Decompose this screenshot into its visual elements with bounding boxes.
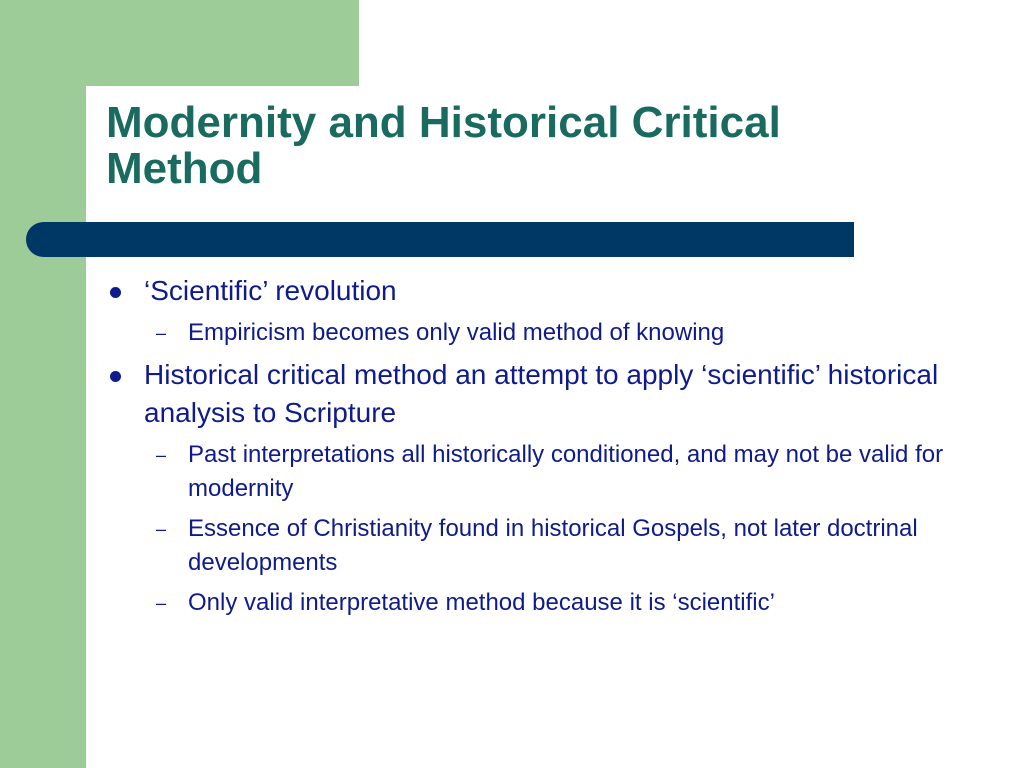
sub-bullet-item (106, 316, 966, 350)
dash-icon: – (156, 593, 167, 613)
sub-bullet-item (106, 586, 966, 620)
sub-bullet-item (106, 512, 966, 580)
bullet-text: Historical critical method an attempt to apply ‘scientific’ historical analysis to Scripture (144, 359, 939, 428)
sub-bullet-text: Past interpretations all historically conditioned, and may not be valid for modernity (188, 441, 944, 502)
bullet-list (106, 272, 966, 626)
title-divider-bar (26, 222, 854, 257)
slide-title (106, 100, 866, 192)
sub-bullet-text: Essence of Christianity found in historical Gospels, not later doctrinal developments (188, 515, 918, 576)
bullet-item-2 (106, 356, 966, 432)
bullet-text: ‘Scientific’ revolution (144, 275, 397, 306)
sub-bullet-text: Only valid interpretative method because it is ‘scientific’ (188, 589, 775, 616)
green-top-band (0, 0, 359, 86)
bullet-dot-icon (110, 371, 121, 382)
slide-title-line-1: Modernity and Historical Critical (106, 98, 781, 147)
bullet-dot-icon (110, 287, 121, 298)
sub-bullet-text: Empiricism becomes only valid method of knowing (188, 319, 725, 346)
dash-icon: – (156, 519, 167, 539)
sub-bullet-item (106, 438, 966, 506)
green-left-band (0, 0, 86, 768)
dash-icon: – (156, 323, 167, 343)
bullet-item-1 (106, 272, 966, 310)
slide-title-line-2: Method (106, 144, 263, 193)
dash-icon: – (156, 445, 167, 465)
